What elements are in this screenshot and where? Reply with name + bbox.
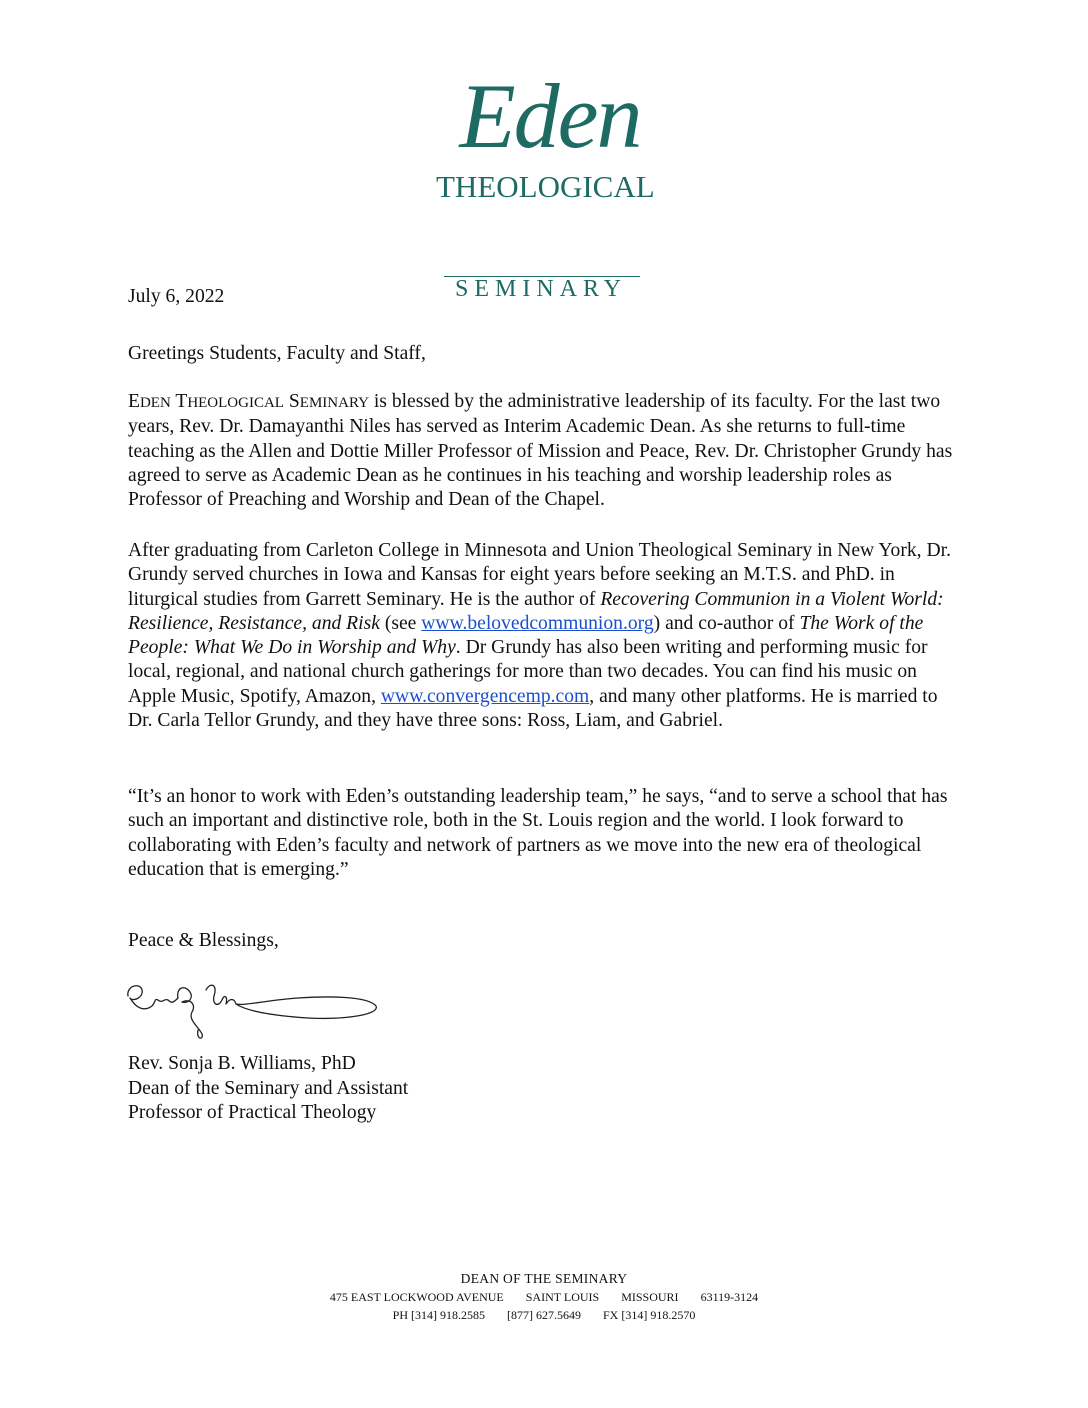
logo-seminary-text: SEMINARY	[454, 276, 628, 302]
footer-address-line	[0, 1288, 1088, 1306]
paragraph-biography: After graduating from Carleton College in Minnesota and Union Theological Seminary in New York, Dr. Grundy served churches in Iowa and Kansas for eight years before seeking an M.T.S. and PhD. in liturgical studies from Garrett Seminary. He is the author of Recovering Communion in a Violent World: Resilience, Resistance, and Risk (see www.belovedcommunion.org) and co-author of The Work of the People: What We Do in Worship and Why. Dr Grundy has also been writing and performing music for local, regional, and national church gatherings for more than two decades. You can find his music on Apple Music, Spotify, Amazon, www.convergencemp.com, and many other platforms. He is married to Dr. Carla Tellor Grundy, and they have three sons: Ross, Liam, and Gabriel.	[128, 540, 951, 732]
link-convergencemp[interactable]: www.convergencemp.com	[380, 685, 590, 707]
footer-fax: FX [314] 918.2570	[603, 1308, 696, 1322]
footer-phone-2: [877] 627.5649	[507, 1308, 581, 1322]
footer-phone-1: PH [314] 918.2585	[392, 1308, 485, 1322]
footer-office-title: DEAN OF THE SEMINARY	[460, 1271, 628, 1286]
link-belovedcommunion[interactable]: www.belovedcommunion.org	[421, 612, 654, 634]
signer-title-line2: Professor of Practical Theology	[128, 1102, 377, 1123]
footer-phone-line	[0, 1306, 1088, 1324]
footer-zip: 63119-3124	[700, 1290, 759, 1304]
footer-city: SAINT LOUIS	[525, 1290, 600, 1304]
logo-theological-text: THEOLOGICAL	[436, 169, 655, 204]
letterhead-footer	[0, 1270, 1088, 1324]
footer-state: MISSOURI	[621, 1290, 679, 1304]
signer-name: Rev. Sonja B. Williams, PhD	[128, 1053, 356, 1074]
signer-block	[128, 1052, 408, 1126]
letter-greeting: Greetings Students, Faculty and Staff,	[128, 343, 426, 364]
logo-script-text: Eden	[459, 65, 641, 167]
handwritten-signature	[118, 968, 388, 1048]
org-name: EDEN THEOLOGICAL SEMINARY	[128, 391, 369, 412]
letter-closing: Peace & Blessings,	[128, 930, 279, 951]
letter-date: July 6, 2022	[128, 286, 225, 307]
footer-street: 475 EAST LOCKWOOD AVENUE	[329, 1290, 504, 1304]
book-title-recovering-communion: Recovering Communion in a Violent World: Resilience, Resistance, and Risk	[128, 588, 944, 634]
paragraph-announcement: EDEN THEOLOGICAL SEMINARY is blessed by the administrative leadership of its faculty. For the last two years, Rev. Dr. Damayanthi Niles has served as Interim Academic Dean. As she returns to full-time teaching as the Allen and Dottie Miller Professor of Mission and Peace, Rev. Dr. Christopher Grundy has agreed to serve as Academic Dean as he continues in his teaching and worship leadership roles as Professor of Preaching and Worship and Dean of the Chapel.	[128, 391, 953, 511]
book-title-work-of-the-people: The Work of the People: What We Do in Worship and Why	[128, 612, 924, 659]
paragraph-quote: “It’s an honor to work with Eden’s outstanding leadership team,” he says, “and to serve a school that has such an important and distinctive role, both in the St. Louis region and the world. I look forward to collaborating with Eden’s faculty and network of partners as we move into the new era of theological education that is emerging.”	[128, 786, 948, 880]
signer-title-line1: Dean of the Seminary and Assistant	[128, 1077, 409, 1099]
